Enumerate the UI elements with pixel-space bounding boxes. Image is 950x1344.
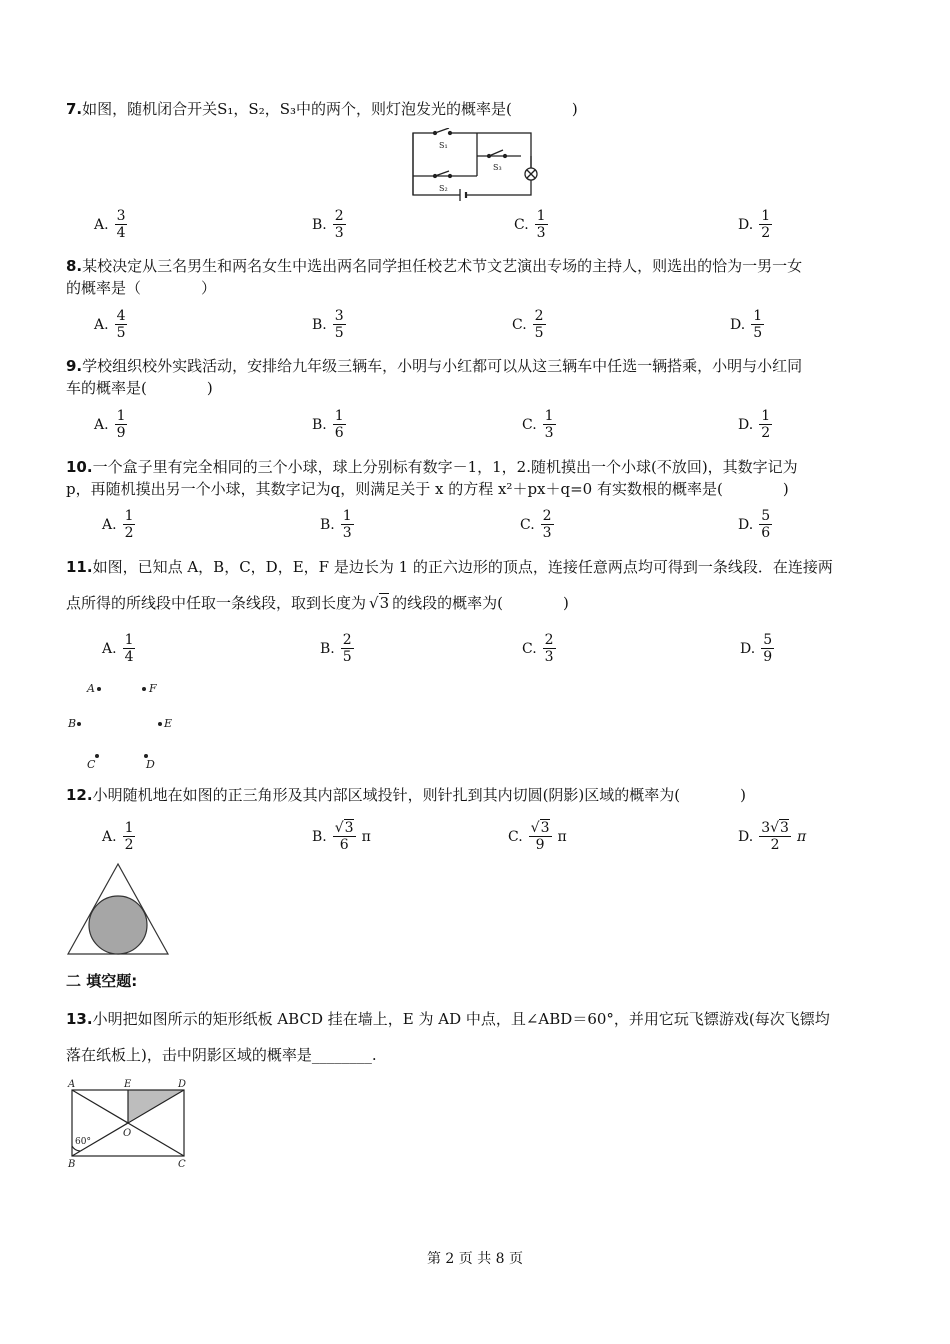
point-label-e: E (164, 717, 173, 730)
coefficient: 3 (761, 820, 771, 836)
option-b (320, 632, 354, 665)
option-a (94, 208, 127, 241)
question-text-line1: 如图，已知点 A，B，C，D，E，F 是边长为 1 的正六边形的顶点，连接任意两点均可得到一条线段．在连接两 (92, 558, 833, 576)
fraction (123, 632, 136, 665)
numerator: 2 (334, 208, 344, 224)
option-label: C. (522, 416, 537, 433)
option-label: B. (312, 828, 327, 845)
denominator: 3 (544, 425, 554, 441)
denominator: 9 (535, 837, 545, 853)
sqrt-radicand: 3 (344, 820, 354, 836)
vertex-label-e: E (124, 1079, 132, 1090)
numerator: 5 (761, 508, 771, 524)
sqrt-radicand: 3 (379, 594, 390, 612)
denominator: 5 (116, 325, 126, 341)
denominator: 3 (342, 525, 352, 541)
fraction (543, 408, 556, 441)
fraction (529, 820, 552, 853)
option-label: D. (740, 640, 756, 657)
numerator: 3√3 (761, 820, 789, 836)
denominator: 6 (761, 525, 771, 541)
question-number: 10. (66, 458, 93, 476)
denominator: 5 (753, 325, 763, 341)
numerator: 1 (536, 208, 546, 224)
vertex-label-a: A (68, 1079, 76, 1090)
option-c (522, 632, 556, 665)
question-number: 7. (66, 100, 83, 118)
switch-label-s3: S₃ (493, 163, 502, 172)
point-label-f: F (149, 682, 157, 695)
denominator: 6 (334, 425, 344, 441)
denominator: 3 (536, 225, 546, 241)
circuit-figure (405, 128, 540, 203)
denominator: 3 (334, 225, 344, 241)
fraction (759, 508, 772, 541)
question-text-line2a: 点所得的所线段中任取一条线段，取到长度为 (66, 594, 367, 612)
question-text: 小明随机地在如图的正三角形及其内部区域投针，则针扎到其内切圆(阴影)区域的概率为( ) (92, 786, 746, 804)
option-a (102, 632, 135, 665)
fraction (115, 208, 128, 241)
point-label-a: A (87, 682, 95, 695)
option-label: B. (312, 216, 327, 233)
numerator: 1 (334, 408, 344, 424)
question-number: 9. (66, 357, 83, 375)
fraction (333, 208, 346, 241)
option-c (512, 308, 546, 341)
numerator: 1 (124, 820, 134, 836)
denominator: 2 (124, 525, 134, 541)
option-label: A. (94, 416, 109, 433)
option-c (508, 820, 567, 853)
question-text-line1: 一个盒子里有完全相同的三个小球，球上分别标有数字－1，1，2.随机摸出一个小球(不放回)，其数字记为 (92, 458, 798, 476)
question-number: 8. (66, 257, 83, 275)
denominator: 2 (124, 837, 134, 853)
question-text-line2: 落在纸板上)，击中阴影区域的概率是________. (66, 1046, 377, 1064)
option-label: A. (102, 640, 117, 657)
option-c (514, 208, 548, 241)
option-a (94, 308, 127, 341)
numerator: 1 (124, 632, 134, 648)
question-number: 11. (66, 558, 93, 576)
option-d (738, 208, 772, 241)
numerator: 1 (753, 308, 763, 324)
option-label: D. (738, 416, 754, 433)
denominator: 3 (542, 525, 552, 541)
option-label: B. (312, 416, 327, 433)
fraction (333, 820, 356, 853)
numerator: 5 (763, 632, 773, 648)
numerator: √3 (530, 820, 550, 836)
option-b (312, 208, 346, 241)
fraction (759, 408, 772, 441)
rectangle-board-figure (64, 1078, 194, 1170)
point-label-b: B (68, 717, 77, 730)
numerator: 1 (761, 208, 771, 224)
option-label: C. (512, 316, 527, 333)
option-label: D. (730, 316, 746, 333)
option-label: D. (738, 828, 754, 845)
triangle-incircle-figure (66, 862, 170, 956)
fraction (541, 508, 554, 541)
sqrt-radicand: 3 (540, 820, 550, 836)
denominator: 4 (116, 225, 126, 241)
pi-symbol: π (557, 828, 567, 845)
option-d (730, 308, 764, 341)
question-text-line2: 的概率是（ ） (66, 279, 217, 297)
question-text-line1: 某校决定从三名男生和两名女生中选出两名同学担任校艺术节文艺演出专场的主持人，则选出的恰为一男一女 (82, 257, 803, 275)
hexagon-points-figure (62, 678, 182, 774)
option-label: B. (312, 316, 327, 333)
vertex-label-c: C (178, 1159, 186, 1170)
option-label: A. (102, 516, 117, 533)
fraction (333, 408, 346, 441)
fraction (759, 208, 772, 241)
fraction (535, 208, 548, 241)
option-a (102, 508, 135, 541)
option-label: B. (320, 640, 335, 657)
option-label: A. (94, 316, 109, 333)
option-label: A. (94, 216, 109, 233)
question-text-line2: p，再随机摸出另一个小球，其数字记为q，则满足关于 x 的方程 x²＋px＋q=0 有实数根的概率是( ) (66, 480, 789, 498)
option-label: A. (102, 828, 117, 845)
numerator: 1 (342, 508, 352, 524)
page-footer: 第 2 页 共 8 页 (426, 1251, 524, 1267)
fraction (533, 308, 546, 341)
denominator: 2 (770, 837, 780, 853)
question-12 (66, 784, 746, 806)
fraction (333, 308, 346, 341)
option-b (312, 408, 346, 441)
option-a (102, 820, 135, 853)
option-label: D. (738, 516, 754, 533)
option-label: B. (320, 516, 335, 533)
fraction (341, 508, 354, 541)
option-a (94, 408, 127, 441)
numerator: √3 (334, 820, 354, 836)
option-c (522, 408, 556, 441)
denominator: 5 (334, 325, 344, 341)
angle-label: 60° (75, 1137, 91, 1147)
question-text: 如图，随机闭合开关S₁，S₂，S₃中的两个，则灯泡发光的概率是( ) (82, 100, 578, 118)
numerator: 4 (116, 308, 126, 324)
fraction (759, 820, 791, 853)
question-9 (66, 355, 802, 399)
option-b (312, 820, 371, 853)
numerator: 2 (534, 308, 544, 324)
numerator: 1 (544, 408, 554, 424)
denominator: 5 (342, 649, 352, 665)
sqrt-radicand: 3 (780, 820, 789, 836)
fraction (115, 408, 128, 441)
option-label: D. (738, 216, 754, 233)
question-text-line2b: 的线段的概率为( ) (392, 594, 569, 612)
numerator: 3 (334, 308, 344, 324)
point-label-d: D (146, 758, 155, 771)
numerator: 2 (542, 508, 552, 524)
section-title: 二 填空题: (66, 972, 138, 990)
denominator: 4 (124, 649, 134, 665)
sqrt-expression: √3 (369, 594, 390, 612)
question-10 (66, 456, 798, 500)
question-text-line1: 小明把如图所示的矩形纸板 ABCD 挂在墙上，E 为 AD 中点，且∠ABD＝60°，并用它玩飞镖游戏(每次飞镖均 (92, 1010, 830, 1028)
question-text-line1: 学校组织校外实践活动，安排给九年级三辆车，小明与小红都可以从这三辆车中任选一辆搭乘，小明与小红同 (82, 357, 803, 375)
denominator: 2 (761, 225, 771, 241)
denominator: 3 (544, 649, 554, 665)
option-d (738, 820, 806, 853)
denominator: 6 (339, 837, 349, 853)
point-label-c: C (87, 758, 96, 771)
denominator: 5 (534, 325, 544, 341)
switch-label-s1: S₁ (439, 141, 448, 150)
option-label: C. (514, 216, 529, 233)
question-11 (66, 556, 833, 614)
vertex-label-b: B (68, 1159, 76, 1170)
question-number: 13. (66, 1010, 93, 1028)
question-13 (66, 1008, 830, 1066)
question-number: 12. (66, 786, 93, 804)
numerator: 3 (116, 208, 126, 224)
option-b (312, 308, 346, 341)
fraction (123, 820, 136, 853)
denominator: 2 (761, 425, 771, 441)
pi-symbol: π (796, 828, 807, 845)
option-d (738, 508, 772, 541)
option-d (738, 408, 772, 441)
switch-label-s2: S₂ (439, 184, 448, 193)
denominator: 9 (116, 425, 126, 441)
question-text-line2: 车的概率是( ) (66, 379, 213, 397)
option-label: C. (520, 516, 535, 533)
vertex-label-o: O (123, 1128, 132, 1139)
pi-symbol: π (361, 828, 371, 845)
option-label: C. (508, 828, 523, 845)
numerator: 2 (342, 632, 352, 648)
numerator: 1 (124, 508, 134, 524)
denominator: 9 (763, 649, 773, 665)
question-8 (66, 255, 802, 299)
option-label: C. (522, 640, 537, 657)
question-7 (66, 98, 578, 120)
fraction (341, 632, 354, 665)
numerator: 1 (761, 408, 771, 424)
fraction (115, 308, 128, 341)
numerator: 1 (116, 408, 126, 424)
fraction (123, 508, 136, 541)
fraction (751, 308, 764, 341)
option-b (320, 508, 354, 541)
vertex-label-d: D (178, 1079, 187, 1090)
incircle-shaded (89, 896, 147, 954)
option-c (520, 508, 554, 541)
option-d (740, 632, 774, 665)
numerator: 2 (544, 632, 554, 648)
fraction (761, 632, 774, 665)
fraction (543, 632, 556, 665)
